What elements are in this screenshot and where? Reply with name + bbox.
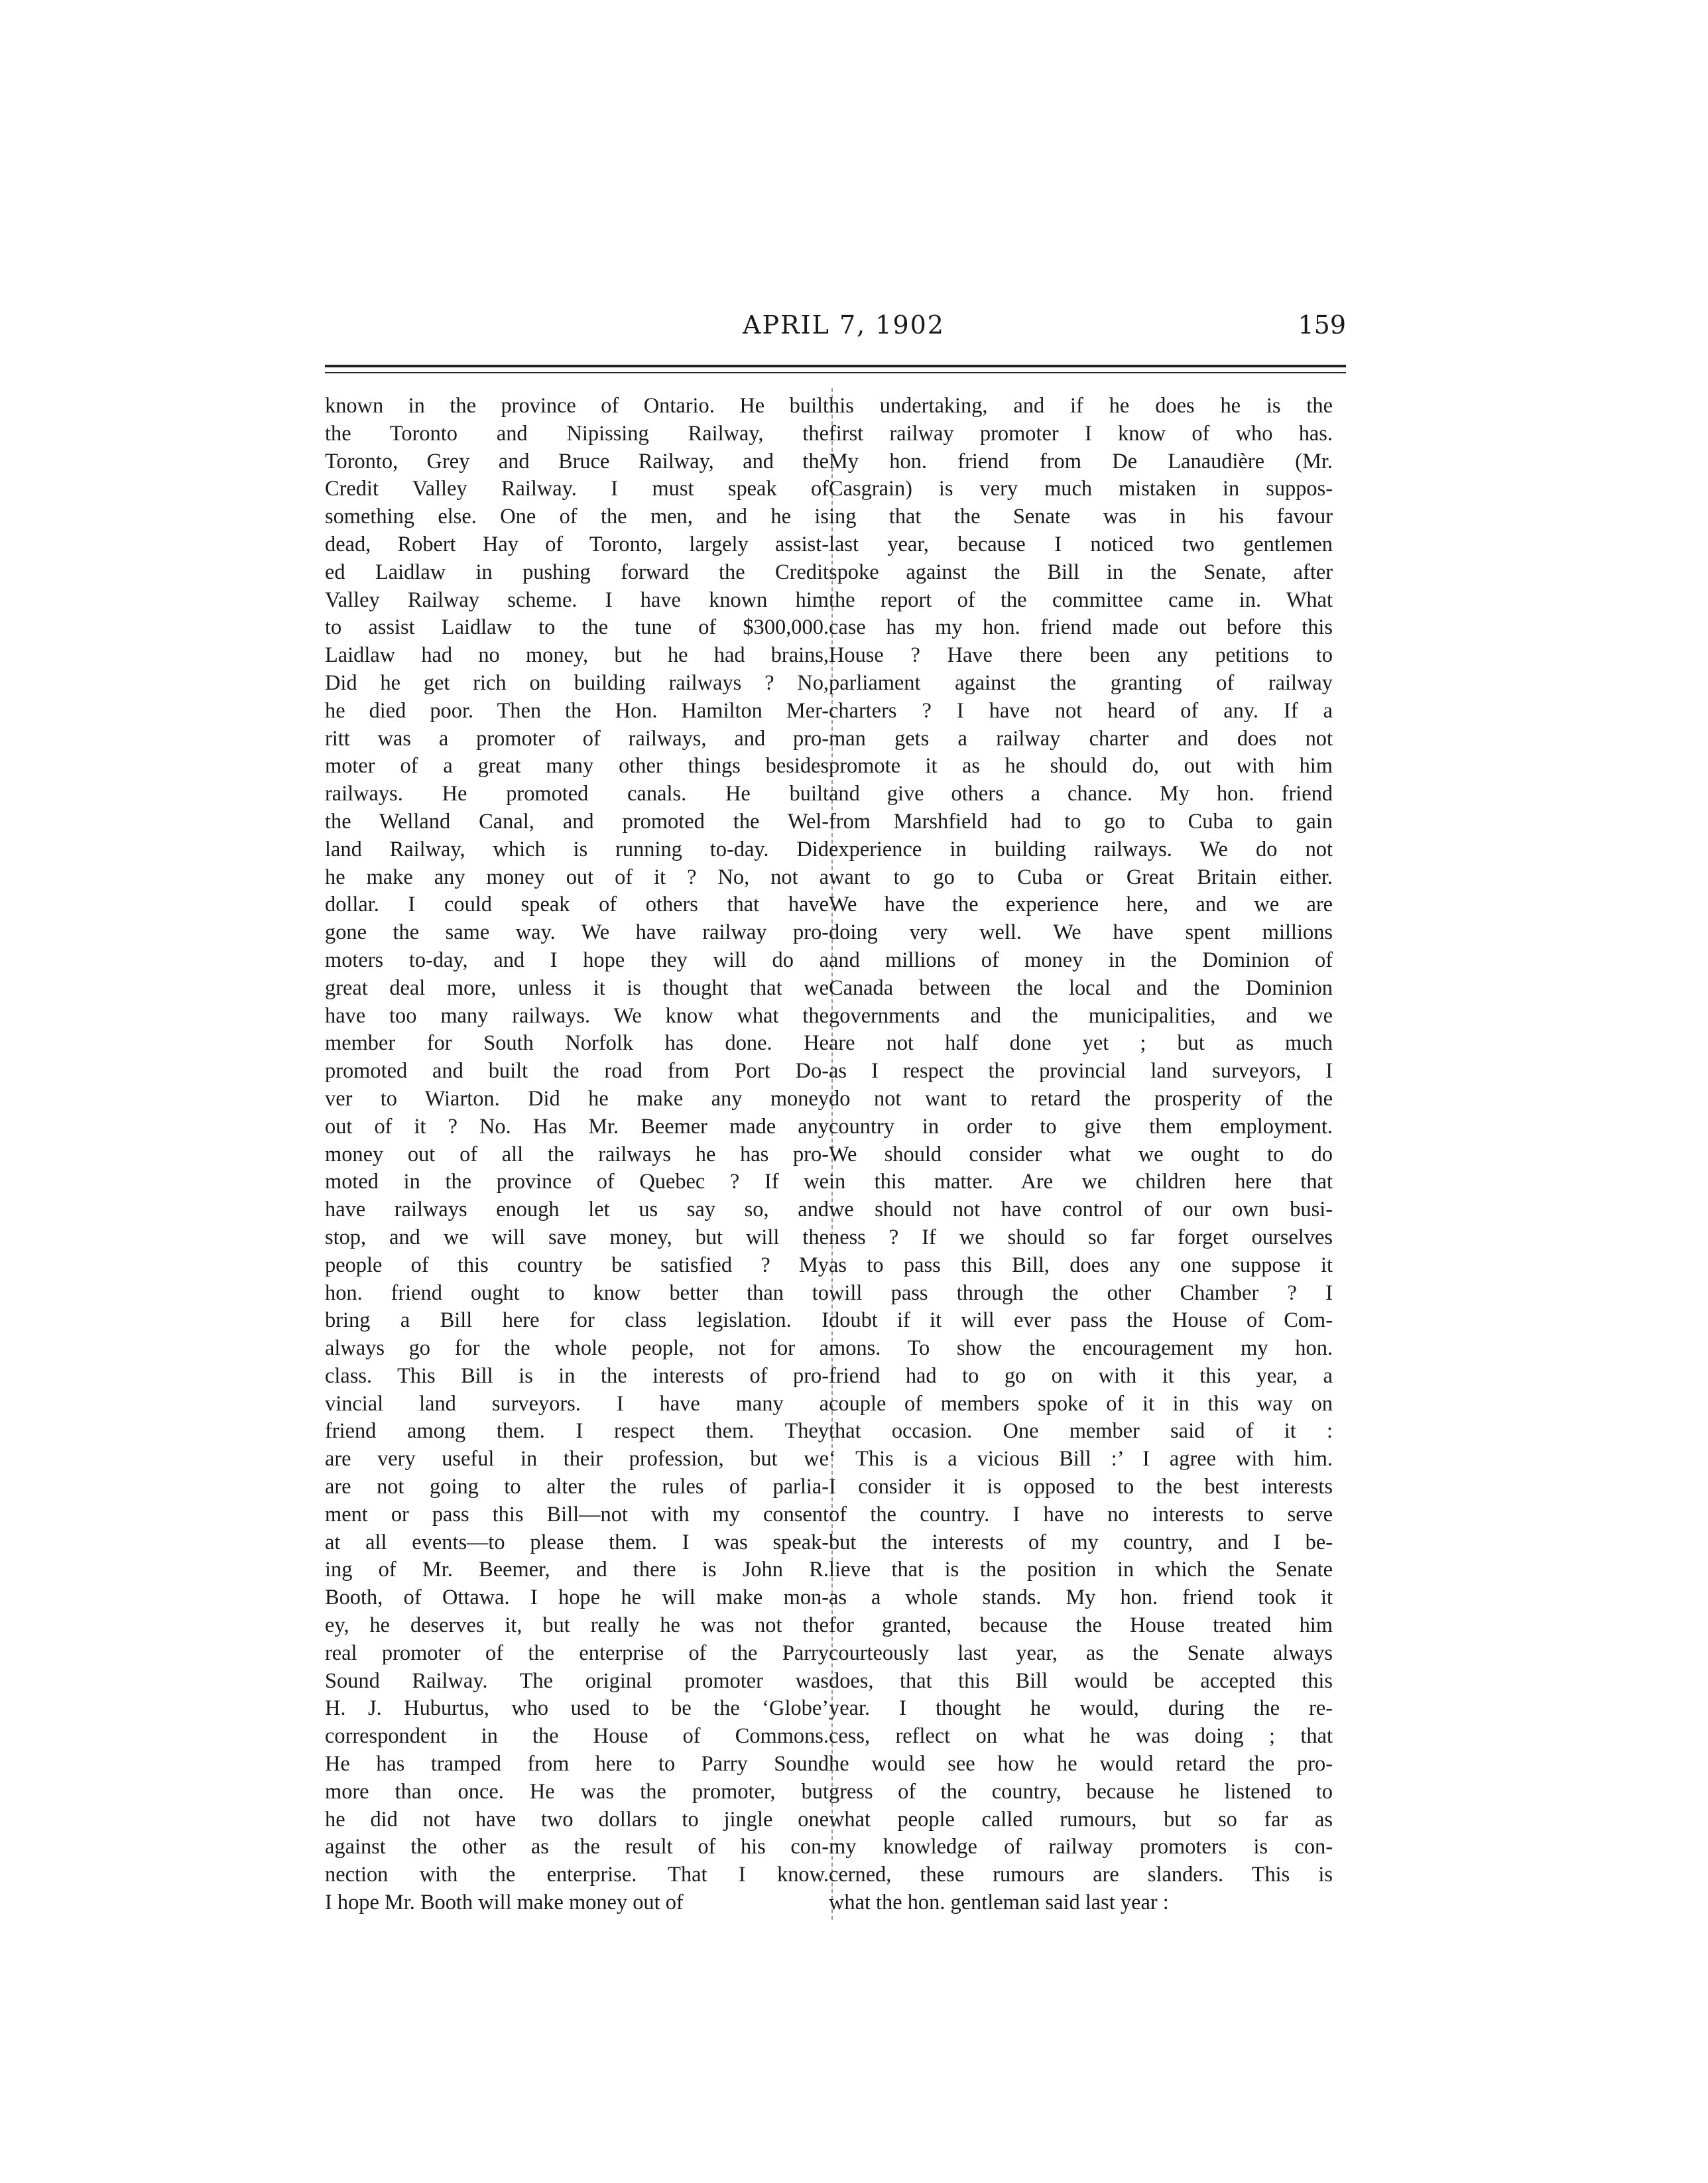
text-line: Canada between the local and the Dominion	[829, 975, 1333, 1000]
text-line: Sound Railway. The original promoter was	[325, 1668, 829, 1693]
text-line: ‘ This is a vicious Bill :’ I agree with him.	[829, 1447, 1333, 1471]
text-line: in this matter. Are we children here that	[829, 1170, 1333, 1194]
text-line: moters to-day, and I hope they will do a	[325, 948, 829, 972]
header-rule-thin	[325, 372, 1346, 373]
text-line: ey, he deserves it, but really he was not the	[325, 1613, 829, 1638]
text-line: more than once. He was the promoter, but	[325, 1779, 829, 1804]
text-line: vincial land surveyors. I have many a	[325, 1391, 829, 1416]
text-line: ness ? If we should so far forget ourselves	[829, 1225, 1333, 1249]
text-line: railways. He promoted canals. He built	[325, 782, 829, 806]
text-line: hon. friend ought to know better than to	[325, 1280, 829, 1305]
text-line: he did not have two dollars to jingle one	[325, 1807, 829, 1832]
text-line: ed Laidlaw in pushing forward the Credit	[325, 560, 829, 584]
text-line: at all events—to please them. I was speak-	[325, 1530, 829, 1554]
text-line: Laidlaw had no money, but he had brains,	[325, 643, 829, 668]
text-line: are not going to alter the rules of parlia-	[325, 1475, 829, 1499]
text-line: he make any money out of it ? No, not a	[325, 865, 829, 889]
text-line: ritt was a promoter of railways, and pro-	[325, 726, 829, 751]
text-line: Casgrain) is very much mistaken in suppos-	[829, 477, 1333, 501]
text-line: as a whole stands. My hon. friend took it	[829, 1586, 1333, 1610]
text-line: the Toronto and Nipissing Railway, the	[325, 421, 829, 446]
text-line: governments and the municipalities, and we	[829, 1003, 1333, 1028]
text-line: doing very well. We have spent millions	[829, 920, 1333, 945]
text-line: have railways enough let us say so, and	[325, 1198, 829, 1222]
text-line: We have the experience here, and we are	[829, 893, 1333, 917]
page-number: 159	[1298, 310, 1346, 340]
text-line: people of this country be satisfied ? My	[325, 1253, 829, 1277]
text-line: I consider it is opposed to the best interests	[829, 1475, 1333, 1499]
text-line: known in the province of Ontario. He built	[325, 394, 829, 418]
text-line: his undertaking, and if he does he is the	[829, 394, 1333, 418]
text-line: Toronto, Grey and Bruce Railway, and the	[325, 449, 829, 473]
text-line: and millions of money in the Dominion of	[829, 948, 1333, 972]
text-line: promoted and built the road from Port Do-	[325, 1059, 829, 1084]
left-text-column	[325, 393, 829, 1917]
text-line: spoke against the Bill in the Senate, after	[829, 560, 1333, 584]
text-line: from Marshfield had to go to Cuba to gain	[829, 809, 1333, 834]
text-line: and give others a chance. My hon. friend	[829, 782, 1333, 806]
text-line: does, that this Bill would be accepted this	[829, 1668, 1333, 1693]
text-line: he would see how he would retard the pro-	[829, 1752, 1333, 1777]
text-line: charters ? I have not heard of any. If a	[829, 698, 1333, 723]
text-line: lieve that is the position in which the Senate	[829, 1558, 1333, 1582]
text-line: for granted, because the House treated him	[829, 1613, 1333, 1638]
text-line: gress of the country, because he listened to	[829, 1779, 1333, 1804]
text-line: friend had to go on with it this year, a	[829, 1363, 1333, 1388]
text-line: We should consider what we ought to do	[829, 1142, 1333, 1166]
text-line: H. J. Huburtus, who used to be the ‘Globe’	[325, 1696, 829, 1721]
text-line: want to go to Cuba or Great Britain either.	[829, 865, 1333, 889]
text-line: cerned, these rumours are slanders. This is	[829, 1863, 1333, 1887]
text-line: couple of members spoke of it in this way on	[829, 1391, 1333, 1416]
header-rule-thick	[325, 365, 1346, 367]
text-line: promote it as he should do, out with him	[829, 754, 1333, 779]
text-line: member for South Norfolk has done. He	[325, 1031, 829, 1056]
text-line: Did he get rich on building railways ? No,	[325, 670, 829, 695]
page-header	[325, 310, 1346, 350]
right-text-column	[829, 393, 1333, 1917]
text-line: real promoter of the enterprise of the Parry	[325, 1641, 829, 1665]
text-line: doubt if it will ever pass the House of Com-	[829, 1308, 1333, 1333]
text-line: first railway promoter I know of who has.	[829, 421, 1333, 446]
text-line: year. I thought he would, during the re-	[829, 1696, 1333, 1721]
text-line: money out of all the railways he has pro-	[325, 1142, 829, 1166]
text-line: do not want to retard the prosperity of the	[829, 1086, 1333, 1111]
text-line: gone the same way. We have railway pro-	[325, 920, 829, 945]
text-line: friend among them. I respect them. They	[325, 1419, 829, 1444]
text-line: ing that the Senate was in his favour	[829, 505, 1333, 529]
text-line: cess, reflect on what he was doing ; that	[829, 1724, 1333, 1749]
text-line: last year, because I noticed two gentlemen	[829, 532, 1333, 556]
text-line: but the interests of my country, and I be-	[829, 1530, 1333, 1554]
text-line: I hope Mr. Booth will make money out of	[325, 1891, 684, 1915]
text-line: House ? Have there been any petitions to	[829, 643, 1333, 668]
text-line: great deal more, unless it is thought that we	[325, 975, 829, 1000]
text-line: Booth, of Ottawa. I hope he will make mon-	[325, 1586, 829, 1610]
text-line: out of it ? No. Has Mr. Beemer made any	[325, 1114, 829, 1139]
text-line: as I respect the provincial land surveyors, I	[829, 1059, 1333, 1084]
text-line: He has tramped from here to Parry Sound	[325, 1752, 829, 1777]
text-line: to assist Laidlaw to the tune of $300,000.	[325, 615, 829, 640]
text-line: stop, and we will save money, but will the	[325, 1225, 829, 1249]
text-line: parliament against the granting of railway	[829, 670, 1333, 695]
text-line: ver to Wiarton. Did he make any money	[325, 1086, 829, 1111]
text-line: experience in building railways. We do not	[829, 837, 1333, 861]
text-line: are not half done yet ; but as much	[829, 1031, 1333, 1056]
text-line: courteously last year, as the Senate always	[829, 1641, 1333, 1665]
text-line: correspondent in the House of Commons.	[325, 1724, 829, 1749]
text-line: My hon. friend from De Lanaudière (Mr.	[829, 449, 1333, 473]
text-line: of the country. I have no interests to serve	[829, 1502, 1333, 1527]
text-line: country in order to give them employment.	[829, 1114, 1333, 1139]
text-line: we should not have control of our own busi-	[829, 1198, 1333, 1222]
text-line: moted in the province of Quebec ? If we	[325, 1170, 829, 1194]
text-line: are very useful in their profession, but we	[325, 1447, 829, 1471]
text-line: he died poor. Then the Hon. Hamilton Mer-	[325, 698, 829, 723]
text-line: ment or pass this Bill—not with my consent	[325, 1502, 829, 1527]
text-line: always go for the whole people, not for a	[325, 1336, 829, 1361]
text-line: as to pass this Bill, does any one suppose it	[829, 1253, 1333, 1277]
text-line: dollar. I could speak of others that have	[325, 893, 829, 917]
running-head-date: APRIL 7, 1902	[743, 310, 945, 340]
text-line: something else. One of the men, and he is	[325, 505, 829, 529]
text-line: Valley Railway scheme. I have known him	[325, 588, 829, 612]
text-line: moter of a great many other things besides	[325, 754, 829, 779]
text-line: will pass through the other Chamber ? I	[829, 1280, 1333, 1305]
text-line: have too many railways. We know what the	[325, 1003, 829, 1028]
text-line: mons. To show the encouragement my hon.	[829, 1336, 1333, 1361]
text-line: class. This Bill is in the interests of pro-	[325, 1363, 829, 1388]
text-line: man gets a railway charter and does not	[829, 726, 1333, 751]
text-line: nection with the enterprise. That I know.	[325, 1863, 829, 1887]
text-line: ing of Mr. Beemer, and there is John R.	[325, 1558, 829, 1582]
text-line: against the other as the result of his con-	[325, 1835, 829, 1859]
text-line: land Railway, which is running to-day. Did	[325, 837, 829, 861]
text-line: bring a Bill here for class legislation. I	[325, 1308, 829, 1333]
text-line: what the hon. gentleman said last year :	[829, 1891, 1169, 1915]
text-line: the Welland Canal, and promoted the Wel-	[325, 809, 829, 834]
text-line: my knowledge of railway promoters is con-	[829, 1835, 1333, 1859]
text-line: that occasion. One member said of it :	[829, 1419, 1333, 1444]
text-line: Credit Valley Railway. I must speak of	[325, 477, 829, 501]
text-line: the report of the committee came in. What	[829, 588, 1333, 612]
text-line: dead, Robert Hay of Toronto, largely assist-	[325, 532, 829, 556]
text-line: what people called rumours, but so far as	[829, 1807, 1333, 1832]
text-line: case has my hon. friend made out before this	[829, 615, 1333, 640]
